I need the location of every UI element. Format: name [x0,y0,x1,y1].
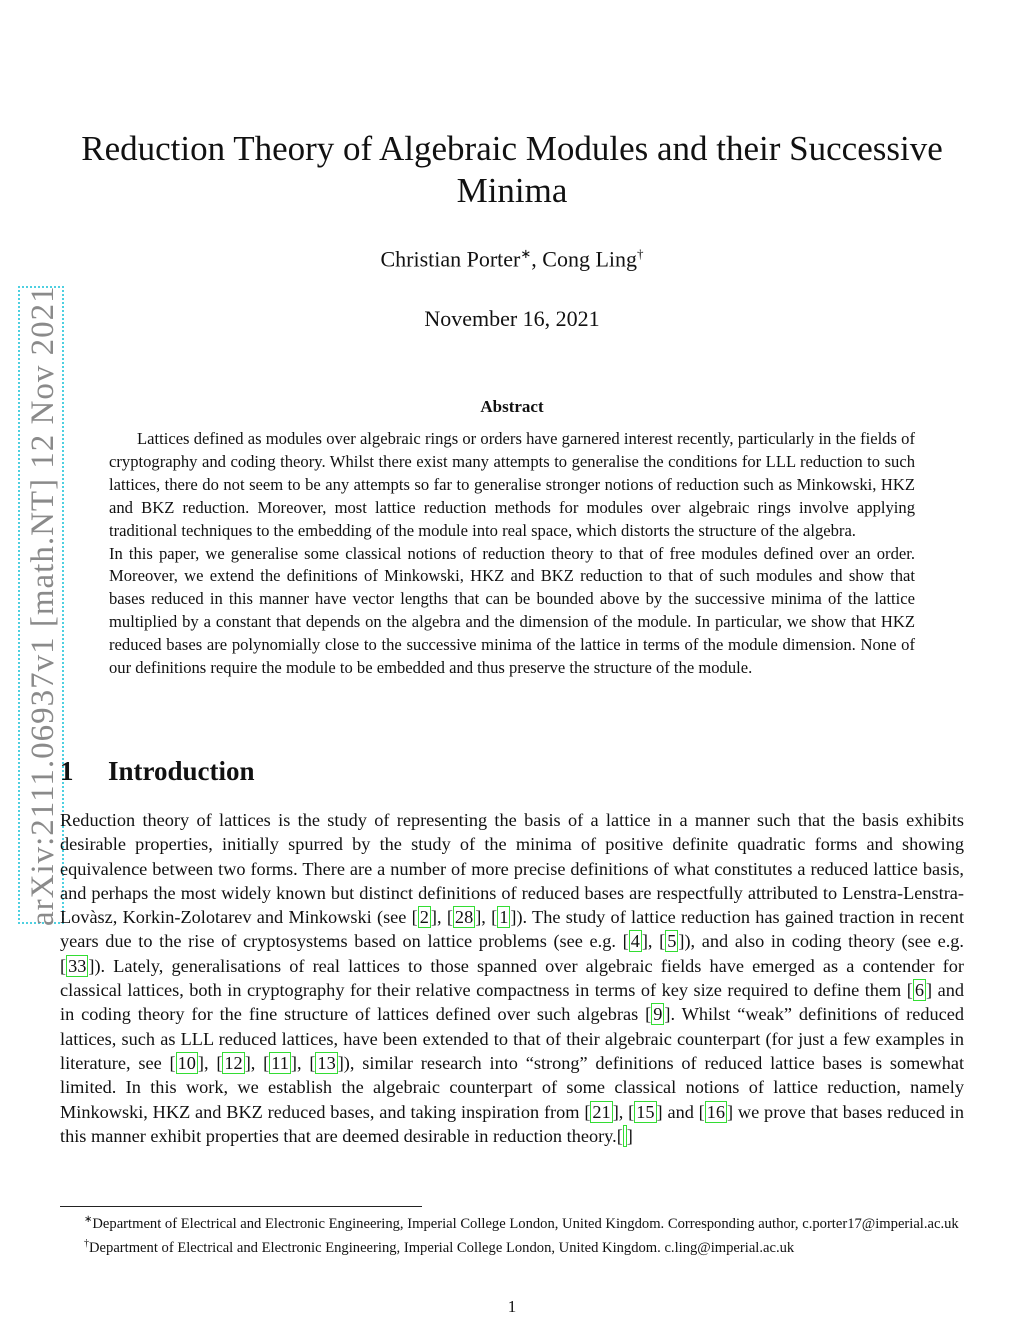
body-text: ), similar research into “strong” definitions of reduced lattice bases is somewhat limited. In this work, we establish the algebraic counterpart of some classical notions of lattice reduction, namely Minkowski, HKZ and BKZ reduced bases, and taking inspiration from [60,1052,965,1122]
citation-link[interactable]: 10 [177,1052,196,1073]
author-name: Christian Porter [380,246,521,272]
abstract-body [109,428,915,680]
citation-link[interactable]: 15 [636,1101,655,1122]
arxiv-identifier[interactable]: arXiv:2111.06937v1 [math.NT] 12 Nov 2021 [25,285,61,926]
body-text: , [437,907,447,928]
citation-link[interactable]: 12 [224,1052,243,1073]
body-text: ). The study of lattice reduction has gained traction in recent years due to the rise of cryptosystems based on lattice problems (see e.g. [60,907,965,952]
body-text: , [203,1052,217,1073]
footnote-text: Department of Electrical and Electronic Engineering, Imperial College London, United Kingdom. c.ling@imperial.ac.uk [89,1240,795,1257]
citation-link[interactable] [623,1125,627,1147]
citation-link[interactable]: 33 [68,955,87,976]
body-text: , [618,1101,629,1122]
citation-link[interactable]: 4 [630,931,640,952]
body-text: we prove that bases reduced in this manner exhibit properties that are deemed desirable in reduction theory. [60,1101,964,1146]
footnote-mark[interactable]: ∗ [520,246,532,261]
body-text: and [662,1101,699,1122]
footnote-divider [60,1206,422,1207]
citation-link[interactable]: 6 [914,980,924,1001]
body-text: ), and also in coding theory (see e.g. [684,931,965,952]
footnote-mark: † [84,1238,89,1250]
abstract-heading: Abstract [480,397,544,416]
body-text: , [250,1052,264,1073]
body-text: . Whilst “weak” definitions of reduced lattices, such as LLL reduced lattices, have been extended to that of their algebraic counterpart (for just a few examples in literature, see [60,1004,964,1073]
body-text: , [296,1052,310,1073]
section-title: Introduction [108,756,255,786]
citation-link[interactable]: 11 [271,1052,289,1073]
body-text: Reduction theory of lattices is the study of representing the basis of a lattice in a manner such that the basis exhibits desirable properties, initially spurred by the study of the minima of positive definite quadratic forms and showing equivalence between two forms. There are a number of more precise definitions of what constitutes a reduced lattice basis, and perhaps the most widely known but distinct definitions of reduced bases are respectfully attributed to Lenstra-Lenstra-Lovàsz, Korkin-Zolotarev and Minkowski (see [60,810,964,928]
citation-link[interactable]: 21 [592,1101,611,1122]
introduction-paragraph: Reduction theory of lattices is the study of representing the basis of a lattice in a manner such that the basis exhibits desirable properties, initially spurred by the study of the minima of positive definite quadratic forms and showing equivalence between two forms. There are a number of more precise definitions of what constitutes a reduced lattice basis, and perhaps the most widely known but distinct definitions of reduced bases are respectfully attributed to Lenstra-Lenstra-Lovàsz, Korkin-Zolotarev and Minkowski (see [ 2 ], [ 28 ], [ 1 ]). The study of lattice reduction has gained traction in recent years due to the rise of cryptosystems based on lattice problems (see e.g. [ 4 ], [ 5 ]), and also in coding theory (see e.g. [ 33 ]). Lately, generalisations of real lattices to those spanned over algebraic fields have emerged as a contender for classical lattices, both in cryptography for their relative compactness in terms of key size required to define them [ 6 ] and in coding theory for the fine structure of lattices defined over such algebras [ 9 ]. Whilst “weak” definitions of reduced lattices, such as LLL reduced lattices, have been extended to that of their algebraic counterpart (for just a few examples in literature, see [ 10 ], [ 12 ], [ 11 ], [ 13 ]), similar research into “strong” definitions of reduced lattice bases is somewhat limited. In this work, we establish the algebraic counterpart of some classical notions of lattice reduction, namely Minkowski, HKZ and BKZ reduced bases, and taking inspiration from [ 21 ], [ 15 ] and [ 16 ] we prove that bases reduced in this manner exhibit properties that are deemed desirable in reduction theory.[ ] [60,810,965,1146]
paper-title: Reduction Theory of Algebraic Modules and their Successive Minima [81,129,943,210]
citation-link[interactable]: 16 [706,1101,726,1122]
citation-link[interactable]: 28 [454,907,474,928]
citation-link[interactable]: 2 [419,907,429,928]
footnote-mark[interactable]: † [637,246,644,261]
section-heading [60,756,255,787]
arxiv-stamp[interactable] [18,286,64,924]
footnote-text: Department of Electrical and Electronic Engineering, Imperial College London, United Kingdom. Corresponding author, c.porter17@imperial.ac.uk [92,1215,959,1232]
author-name: Cong Ling [542,246,638,272]
publication-date: November 16, 2021 [424,306,600,331]
abstract-paragraph: Lattices defined as modules over algebraic rings or orders have garnered interest recently, particularly in the fields of cryptography and coding theory. Whilst there exist many attempts to generalise the conditions for LLL reduction to such lattices, there do not seem to be any attempts so far to generalise stronger notions of reduction such as Minkowski, HKZ and BKZ reduction. Moreover, most lattice reduction methods for modules over algebraic rings involve applying traditional techniques to the embedding of the module into real space, which distorts the structure of the algebra. [109,429,915,540]
author-line [200,240,824,273]
footnotes [60,1210,964,1259]
abstract-paragraph: In this paper, we generalise some classical notions of reduction theory to that of free modules defined over an order. Moreover, we extend the definitions of Minkowski, HKZ and BKZ reduction to that of such modules and show that bases reduced in this manner have vector lengths that can be bounded above by the successive minima of the lattice multiplied by a constant that depends on the algebra and the dimension of the module. In particular, we show that HKZ reduced bases are polynomially close to the successive minima of the lattice in terms of the module dimension. None of our definitions require the module to be embedded and thus preserve the structure of the module. [109,543,915,678]
footnote-mark: ∗ [84,1214,93,1225]
author-separator: , [531,246,543,272]
footnote [60,1210,964,1234]
body-text: and in coding theory for the fine structure of lattices defined over such algebras [60,980,964,1025]
body-text: ). Lately, generalisations of real lattices to those spanned over algebraic fields have emerged as a contender for classical lattices, both in cryptography for their relative compactness in terms of key size required to define them [60,955,964,1001]
citation-link[interactable]: 1 [499,907,509,928]
body-text: , [647,931,660,952]
citation-link[interactable]: 9 [653,1004,663,1025]
page-number: 1 [507,1297,517,1316]
body-text: , [481,907,492,928]
footnote [60,1234,964,1258]
section-number: 1 [60,756,74,786]
citation-link[interactable]: 5 [667,931,677,952]
citation-link[interactable]: 13 [317,1052,336,1073]
